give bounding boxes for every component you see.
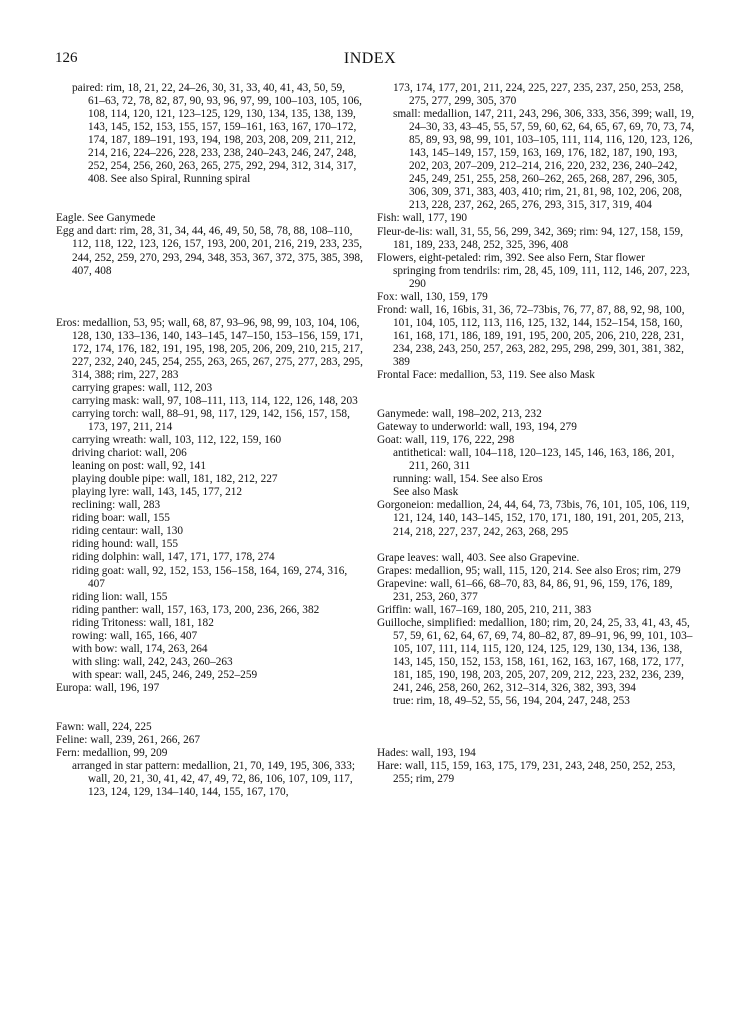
index-subentry: rowing: wall, 165, 166, 407 bbox=[72, 629, 198, 642]
index-entry: Hare: wall, 115, 159, 163, 175, 179, 231, 243, 248, 250, 252, 253, 255; rim, 279 bbox=[377, 760, 676, 786]
index-entry: Gorgoneion: medallion, 24, 44, 64, 73, 73bis, 76, 101, 105, 106, 119, 121, 124, 140, 143–145, 152, 170, 171, 180, 191, 201, 205, 213, 214, 218, 227, 237, 242, 263, 268, 295 bbox=[377, 499, 690, 538]
index-subentry: arranged in star pattern: medallion, 21, 70, 149, 195, 306, 333; wall, 20, 21, 30, 41, 42, 47, 49, 72, 86, 106, 107, 109, 117, 123, 124, 129, 134–140, 144, 155, 167, 170, bbox=[72, 760, 355, 799]
index-subentry: antithetical: wall, 104–118, 120–123, 145, 146, 163, 186, 201, 211, 260, 311 bbox=[393, 447, 675, 473]
index-subentry: running: wall, 154. See also Eros bbox=[393, 473, 543, 486]
index-subentry: carrying torch: wall, 88–91, 98, 117, 129, 142, 156, 157, 158, 173, 197, 211, 214 bbox=[72, 407, 350, 433]
index-subentry: carrying wreath: wall, 103, 112, 122, 159, 160 bbox=[72, 434, 282, 447]
index-subentry: See also Mask bbox=[393, 486, 459, 499]
index-entry: Goat: wall, 119, 176, 222, 298 bbox=[377, 434, 515, 447]
spacer bbox=[56, 695, 364, 721]
index-subentry: 173, 174, 177, 201, 211, 224, 225, 227, 235, 237, 250, 253, 258, 275, 277, 299, 305, 370 bbox=[393, 82, 684, 108]
spacer bbox=[56, 278, 364, 317]
index-entry: Fleur-de-lis: wall, 31, 55, 56, 299, 342, 369; rim: 94, 127, 158, 159, 181, 189, 233, 248, 252, 325, 396, 408 bbox=[377, 225, 684, 251]
index-column-right bbox=[377, 82, 695, 786]
index-subentry: riding panther: wall, 157, 163, 173, 200, 236, 266, 382 bbox=[72, 603, 320, 616]
page-title: INDEX bbox=[343, 50, 397, 67]
index-subentry: riding Tritoness: wall, 181, 182 bbox=[72, 616, 214, 629]
index-entry: Fawn: wall, 224, 225 bbox=[56, 720, 152, 733]
index-entry: Frontal Face: medallion, 53, 119. See also Mask bbox=[377, 369, 595, 382]
index-subentry: riding lion: wall, 155 bbox=[72, 590, 168, 603]
index-entry: Grapevine: wall, 61–66, 68–70, 83, 84, 86, 91, 96, 159, 176, 189, 231, 253, 260, 377 bbox=[377, 577, 673, 603]
page-header bbox=[55, 50, 685, 72]
index-entry: Eros: medallion, 53, 95; wall, 68, 87, 93–96, 98, 99, 103, 104, 106, 128, 130, 133–136, 140, 143–145, 147–150, 153–156, 159, 171, 172, 174, 176, 182, 191, 195, 198, 205, 206, 209, 210, 215, 217, 227, 232, 240, 245, 254, 255, 263, 265, 267, 275, 277, 283, 295, 314, 388; rim, 227, 283 bbox=[56, 316, 363, 381]
index-subentry: with sling: wall, 242, 243, 260–263 bbox=[72, 655, 233, 668]
index-column-left bbox=[56, 82, 364, 799]
spacer bbox=[377, 708, 695, 747]
index-entry: Feline: wall, 239, 261, 266, 267 bbox=[56, 734, 201, 747]
index-subentry: true: rim, 18, 49–52, 55, 56, 194, 204, 247, 248, 253 bbox=[393, 695, 630, 708]
index-subentry: riding hound: wall, 155 bbox=[72, 538, 179, 551]
spacer bbox=[56, 186, 364, 212]
index-entry: Egg and dart: rim, 28, 31, 34, 44, 46, 49, 50, 58, 78, 88, 108–110, 112, 118, 122, 123, 126, 157, 193, 200, 201, 216, 219, 233, 235, 244, 252, 259, 270, 293, 294, 348, 353, 367, 372, 375, 385, 398, 407, 408 bbox=[56, 225, 363, 277]
index-entry: Frond: wall, 16, 16bis, 31, 36, 72–73bis, 76, 77, 87, 88, 92, 98, 100, 101, 104, 105, 112, 113, 116, 125, 132, 144, 152–154, 158, 160, 161, 168, 171, 186, 189, 191, 195, 200, 205, 206, 210, 228, 231, 234, 238, 243, 250, 257, 263, 282, 295, 298, 299, 301, 381, 382, 389 bbox=[377, 303, 685, 368]
index-subentry: riding boar: wall, 155 bbox=[72, 512, 170, 525]
index-subentry: riding goat: wall, 92, 152, 153, 156–158, 164, 169, 274, 316, 407 bbox=[72, 564, 348, 590]
index-subentry: riding dolphin: wall, 147, 171, 177, 178, 274 bbox=[72, 551, 275, 564]
index-entry: Flowers, eight-petaled: rim, 392. See also Fern, Star flower bbox=[377, 251, 645, 264]
index-subentry: with spear: wall, 245, 246, 249, 252–259 bbox=[72, 668, 258, 681]
index-entry: Griffin: wall, 167–169, 180, 205, 210, 211, 383 bbox=[377, 603, 592, 616]
index-entry: Fern: medallion, 99, 209 bbox=[56, 747, 168, 760]
index-entry: Hades: wall, 193, 194 bbox=[377, 747, 476, 760]
index-entry: Fox: wall, 130, 159, 179 bbox=[377, 290, 488, 303]
index-subentry: leaning on post: wall, 92, 141 bbox=[72, 460, 206, 473]
index-subentry: carrying mask: wall, 97, 108–111, 113, 114, 122, 126, 148, 203 bbox=[72, 394, 358, 407]
index-entry: Ganymede: wall, 198–202, 213, 232 bbox=[377, 408, 542, 421]
spacer bbox=[377, 382, 695, 408]
index-subentry: springing from tendrils: rim, 28, 45, 109, 111, 112, 146, 207, 223, 290 bbox=[393, 264, 690, 290]
index-entry: Grape leaves: wall, 403. See also Grapevine. bbox=[377, 551, 580, 564]
index-entry: Fish: wall, 177, 190 bbox=[377, 212, 468, 225]
index-subentry: playing double pipe: wall, 181, 182, 212, 227 bbox=[72, 473, 278, 486]
index-subentry: reclining: wall, 283 bbox=[72, 499, 161, 512]
index-subentry: riding centaur: wall, 130 bbox=[72, 525, 184, 538]
index-subentry: carrying grapes: wall, 112, 203 bbox=[72, 381, 213, 394]
index-subentry: driving chariot: wall, 206 bbox=[72, 447, 187, 460]
index-subentry: with bow: wall, 174, 263, 264 bbox=[72, 642, 208, 655]
index-subentry: paired: rim, 18, 21, 22, 24–26, 30, 31, 33, 40, 41, 43, 50, 59, 61–63, 72, 78, 82, 87, 90, 93, 96, 97, 99, 100–103, 105, 106, 108, 114, 120, 121, 123–125, 129, 130, 134, 135, 138, 139, 143, 145, 152, 153, 155, 157, 159–161, 163, 167, 170–172, 174, 187, 189–191, 193, 194, 198, 203, 208, 209, 211, 212, 214, 216, 224–226, 228, 233, 238, 240–243, 246, 247, 248, 252, 254, 256, 260, 263, 265, 275, 292, 294, 312, 314, 317, 408. See also Spiral, Running spiral bbox=[72, 82, 362, 186]
spacer bbox=[377, 539, 695, 552]
index-subentry: small: medallion, 147, 211, 243, 296, 306, 333, 356, 399; wall, 19, 24–30, 33, 43–45, 55, 57, 59, 60, 62, 64, 65, 67, 69, 70, 73, 74, 85, 89, 93, 98, 99, 101, 103–105, 111, 114, 116, 120, 123, 126, 143, 145–149, 157, 159, 163, 169, 176, 182, 187, 190, 193, 202, 203, 207–209, 212–214, 216, 220, 232, 236, 240–242, 245, 249, 251, 255, 258, 260–262, 265, 268, 287, 296, 305, 306, 309, 371, 383, 403, 410; rim, 21, 81, 98, 102, 206, 208, 213, 228, 237, 262, 265, 276, 293, 315, 317, 319, 404 bbox=[393, 108, 695, 212]
page-number: 126 bbox=[55, 50, 78, 66]
index-subentry: playing lyre: wall, 143, 145, 177, 212 bbox=[72, 486, 243, 499]
index-entry: Eagle. See Ganymede bbox=[56, 212, 156, 225]
index-entry: Gateway to underworld: wall, 193, 194, 279 bbox=[377, 421, 577, 434]
index-entry: Grapes: medallion, 95; wall, 115, 120, 214. See also Eros; rim, 279 bbox=[377, 564, 681, 577]
index-entry: Guilloche, simplified: medallion, 180; rim, 20, 24, 25, 33, 41, 43, 45, 57, 59, 61, 62, 64, 67, 69, 74, 80–82, 87, 89–91, 96, 99, 101, 103–105, 107, 111, 114, 115, 120, 124, 125, 129, 130, 134, 136, 138, 143, 145, 150, 152, 153, 158, 161, 162, 163, 167, 168, 172, 177, 181, 185, 190, 198, 203, 205, 207, 209, 212, 223, 232, 236, 239, 241, 246, 258, 260, 262, 312–314, 326, 382, 393, 394 bbox=[377, 616, 693, 695]
index-entry: Europa: wall, 196, 197 bbox=[56, 681, 160, 694]
